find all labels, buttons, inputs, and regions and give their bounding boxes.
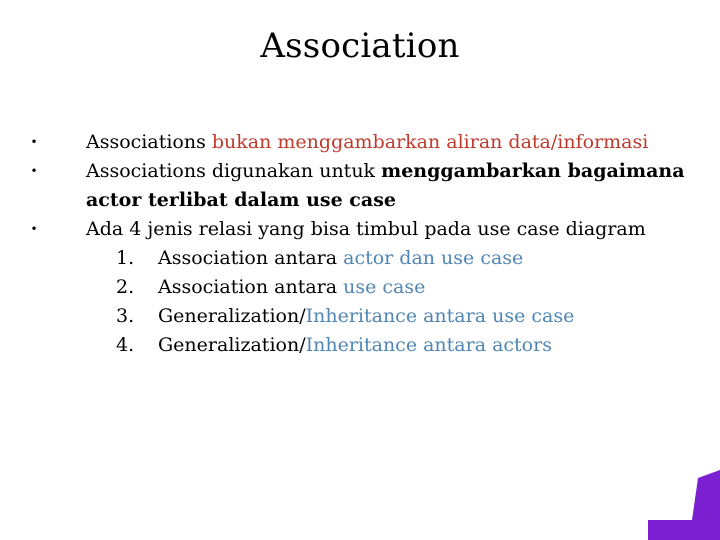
numbered-item-1	[86, 244, 708, 273]
item-highlight: Inheritance antara use case	[305, 305, 575, 327]
bullet-item-2	[28, 157, 708, 215]
item-highlight: Inheritance antara actors	[305, 334, 552, 356]
bullet-icon: •	[30, 135, 38, 149]
item-text: Association antara	[158, 276, 344, 298]
corner-arrow-shape	[648, 470, 720, 540]
bullet-item-1	[28, 128, 708, 157]
item-number: 1.	[116, 247, 135, 269]
bullet-highlight: bukan menggambarkan aliran data/informasi	[211, 131, 649, 153]
bullet-text: Ada 4 jenis relasi yang bisa timbul pada use case diagram	[86, 218, 646, 240]
item-highlight: actor dan use case	[343, 247, 524, 269]
purple-corner-arrow-icon	[648, 470, 720, 540]
numbered-item-4	[86, 331, 708, 360]
bullet-item-3	[28, 215, 708, 360]
bullet-list	[28, 128, 708, 360]
item-number: 2.	[116, 276, 135, 298]
bullet-text: Associations digunakan untuk	[86, 160, 382, 182]
numbered-item-2	[86, 273, 708, 302]
numbered-item-3	[86, 302, 708, 331]
numbered-list	[86, 244, 708, 360]
bullet-icon: •	[30, 164, 38, 178]
bullet-bold-text: menggambarkan bagaimana actor terlibat dalam use case	[86, 160, 685, 211]
item-text: Association antara	[158, 247, 344, 269]
item-number: 4.	[116, 334, 135, 356]
slide-title: Association	[260, 26, 460, 66]
item-text: Generalization/	[158, 334, 306, 356]
item-text: Generalization/	[158, 305, 306, 327]
item-number: 3.	[116, 305, 135, 327]
bullet-icon: •	[30, 222, 38, 236]
bullet-text: Associations	[86, 131, 212, 153]
item-highlight: use case	[343, 276, 426, 298]
